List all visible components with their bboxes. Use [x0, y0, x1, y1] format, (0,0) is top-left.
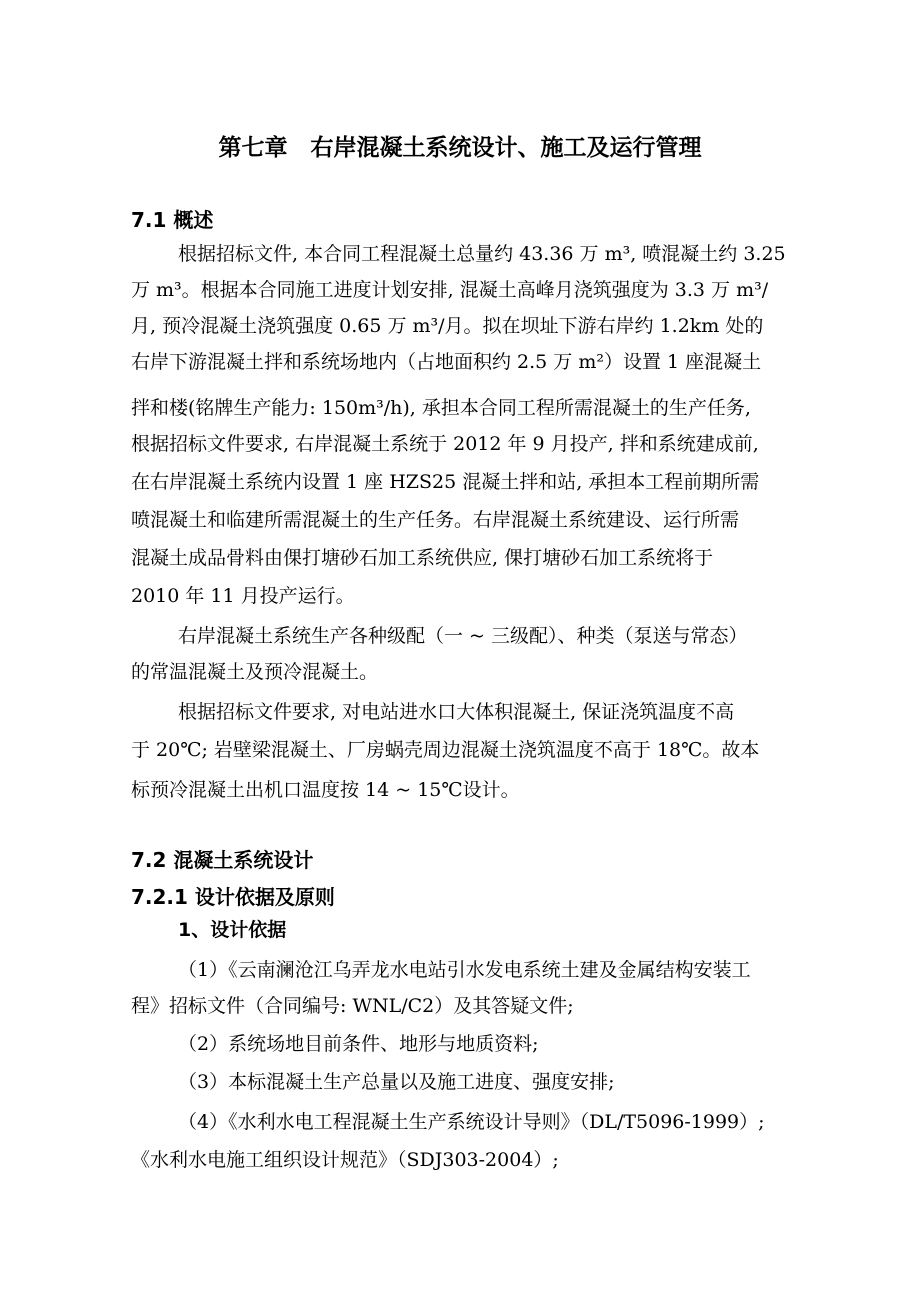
paragraph-line: （4）《水利水电工程混凝土生产系统设计导则》（DL/T5096-1999）;	[178, 1111, 765, 1133]
paragraph-line: 于 20℃; 岩壁梁混凝土、厂房蜗壳周边混凝土浇筑温度不高于 18℃。故本	[131, 739, 760, 761]
paragraph-line: （3）本标混凝土生产总量以及施工进度、强度安排;	[178, 1071, 615, 1093]
paragraph-line: 根据招标文件, 本合同工程混凝土总量约 43.36 万 m³, 喷混凝土约 3.25	[178, 243, 786, 265]
section-7-1-heading: 7.1 概述	[131, 208, 214, 232]
chapter-title: 第七章 右岸混凝土系统设计、施工及运行管理	[218, 135, 702, 161]
paragraph-line: 根据招标文件要求, 对电站进水口大体积混凝土, 保证浇筑温度不高	[178, 701, 735, 723]
section-7-2-heading: 7.2 混凝土系统设计	[131, 848, 314, 872]
paragraph-line: 根据招标文件要求, 右岸混凝土系统于 2012 年 9 月投产, 拌和系统建成前,	[131, 433, 759, 455]
paragraph-line: （1）《云南澜沧江乌弄龙水电站引水发电系统土建及金属结构安装工	[178, 959, 751, 981]
paragraph-line: 喷混凝土和临建所需混凝土的生产任务。右岸混凝土系统建设、运行所需	[131, 509, 740, 531]
paragraph-line: 拌和楼(铭牌生产能力: 150m³/h), 承担本合同工程所需混凝土的生产任务,	[131, 397, 751, 419]
paragraph-line: 右岸混凝土系统生产各种级配（一 ~ 三级配）、种类（泵送与常态）	[178, 625, 748, 647]
paragraph-line: 标预冷混凝土出机口温度按 14 ~ 15℃设计。	[131, 779, 520, 801]
paragraph-line: 万 m³。根据本合同施工进度计划安排, 混凝土高峰月浇筑强度为 3.3 万 m³/	[131, 279, 769, 301]
paragraph-line: （2）系统场地目前条件、地形与地质资料;	[178, 1033, 539, 1055]
paragraph-line: 混凝土成品骨料由倮打塘砂石加工系统供应, 倮打塘砂石加工系统将于	[131, 547, 714, 569]
item-heading: 1、设计依据	[178, 919, 287, 941]
paragraph-line: 的常温混凝土及预冷混凝土。	[131, 661, 379, 683]
paragraph-line: 《水利水电施工组织设计规范》（SDJ303-2004）;	[131, 1149, 559, 1171]
paragraph-line: 在右岸混凝土系统内设置 1 座 HZS25 混凝土拌和站, 承担本工程前期所需	[131, 471, 760, 493]
section-7-2-1-heading: 7.2.1 设计依据及原则	[131, 885, 335, 909]
paragraph-line: 程》招标文件（合同编号: WNL/C2）及其答疑文件;	[131, 995, 574, 1017]
paragraph-line: 2010 年 11 月投产运行。	[131, 585, 355, 607]
paragraph-line: 月, 预冷混凝土浇筑强度 0.65 万 m³/月。拟在坝址下游右岸约 1.2km 处的	[131, 315, 764, 337]
paragraph-line: 右岸下游混凝土拌和系统场地内（占地面积约 2.5 万 m²）设置 1 座混凝土	[131, 351, 762, 373]
